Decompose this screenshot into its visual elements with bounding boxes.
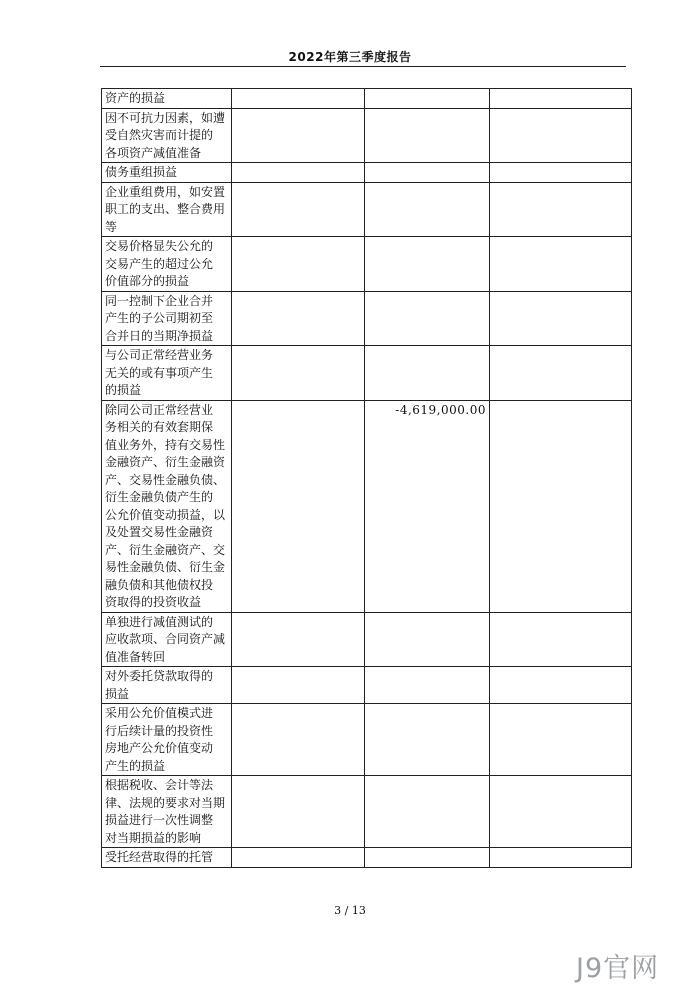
- row-label: 因不可抗力因素，如遭 受自然灾害而计提的 各项资产减值准备: [102, 108, 232, 163]
- row-value-col3: [365, 237, 490, 292]
- row-label: 交易价格显失公允的 交易产生的超过公允 价值部分的损益: [102, 237, 232, 292]
- row-value-col3: [365, 776, 490, 848]
- row-value-col4: [490, 704, 632, 776]
- row-value-col3: [365, 108, 490, 163]
- watermark-logo: J9官网: [576, 953, 660, 984]
- table-row: [102, 108, 632, 163]
- table-body: [102, 89, 632, 868]
- row-value-col4: [490, 848, 632, 868]
- row-label: 采用公允价值模式进 行后续计量的投资性 房地产公允价值变动 产生的损益: [102, 704, 232, 776]
- row-label: 资产的损益: [102, 89, 232, 109]
- row-value-col4: [490, 612, 632, 667]
- header-divider: [100, 66, 626, 67]
- row-value-col4: [490, 237, 632, 292]
- row-label: 与公司正常经营业务 无关的或有事项产生 的损益: [102, 346, 232, 401]
- row-value-col4: [490, 667, 632, 704]
- table-row: [102, 291, 632, 346]
- row-label: 对外委托贷款取得的 损益: [102, 667, 232, 704]
- page-number: 3 / 13: [334, 904, 366, 917]
- report-title: 2022年第三季度报告: [288, 50, 412, 64]
- row-value-col3: [365, 182, 490, 237]
- row-value-col3: [365, 346, 490, 401]
- table-row: [102, 667, 632, 704]
- row-value-col4: [490, 108, 632, 163]
- row-value-col3: -4,619,000.00: [365, 400, 490, 612]
- table-row: [102, 89, 632, 109]
- row-label: 同一控制下企业合并 产生的子公司期初至 合并日的当期净损益: [102, 291, 232, 346]
- table-row: [102, 400, 632, 612]
- row-value-col2: [232, 237, 365, 292]
- row-value-col3: [365, 612, 490, 667]
- non-recurring-items-table: [101, 88, 632, 868]
- row-value-col4: [490, 89, 632, 109]
- table-row: [102, 612, 632, 667]
- row-value-col3: [365, 848, 490, 868]
- row-value-col2: [232, 108, 365, 163]
- row-value-col4: [490, 776, 632, 848]
- row-value-col4: [490, 182, 632, 237]
- row-value-col3: [365, 89, 490, 109]
- row-value-col3: [365, 163, 490, 183]
- row-value-col2: [232, 346, 365, 401]
- row-value-col2: [232, 667, 365, 704]
- row-value-col2: [232, 612, 365, 667]
- row-label: 企业重组费用，如安置 职工的支出、整合费用 等: [102, 182, 232, 237]
- row-label: 单独进行减值测试的 应收款项、合同资产减 值准备转回: [102, 612, 232, 667]
- table-row: [102, 848, 632, 868]
- table-row: [102, 237, 632, 292]
- row-value-col3: [365, 704, 490, 776]
- row-label: 除同公司正常经营业 务相关的有效套期保 值业务外，持有交易性 金融资产、衍生金融资 产、交易性金融负债、 衍生金融负债产生的 公允价值变动损益，以 及处置交易性金融资 产、衍生金融资产、交 易性金融负债、衍生金 融负债和其他债权投 资取得的投资收益: [102, 400, 232, 612]
- row-label: 受托经营取得的托管: [102, 848, 232, 868]
- row-value-col2: [232, 182, 365, 237]
- row-value-col2: [232, 163, 365, 183]
- row-value-col3: [365, 667, 490, 704]
- row-value-col4: [490, 291, 632, 346]
- table-row: [102, 182, 632, 237]
- row-label: 债务重组损益: [102, 163, 232, 183]
- row-value-col2: [232, 400, 365, 612]
- table-row: [102, 163, 632, 183]
- row-value-col4: [490, 163, 632, 183]
- row-value-col3: [365, 291, 490, 346]
- table-row: [102, 704, 632, 776]
- table-row: [102, 346, 632, 401]
- row-value-col4: [490, 346, 632, 401]
- row-value-col2: [232, 291, 365, 346]
- table-row: [102, 776, 632, 848]
- row-value-col4: [490, 400, 632, 612]
- row-value-col2: [232, 704, 365, 776]
- row-value-col2: [232, 848, 365, 868]
- row-value-col2: [232, 776, 365, 848]
- row-label: 根据税收、会计等法 律、法规的要求对当期 损益进行一次性调整 对当期损益的影响: [102, 776, 232, 848]
- row-value-col2: [232, 89, 365, 109]
